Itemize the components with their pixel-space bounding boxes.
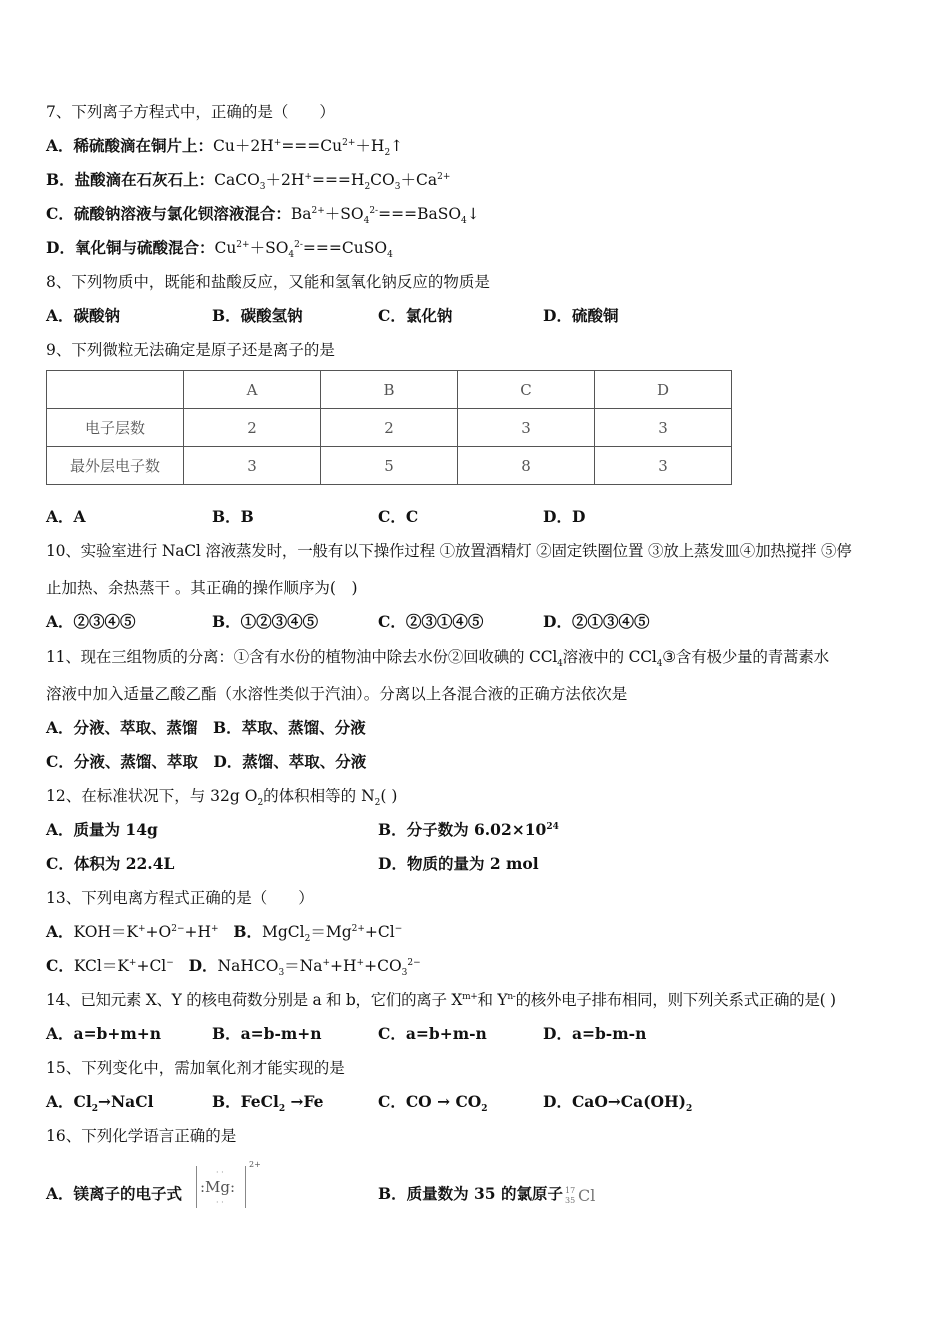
q12-option-d: D．物质的量为 2 mol bbox=[378, 854, 539, 873]
table-header-row bbox=[47, 371, 732, 409]
q13-options-cd: C．KCl＝K++Cl− D．$NaHCO_3=Na^++H^++CO_3^{2-}$ bbox=[46, 956, 421, 979]
q12-stem: 12、在标准状况下，与 32g $O_2$的体积相等的 $N_2$( ) bbox=[46, 787, 398, 809]
q9-table bbox=[46, 370, 732, 485]
q11-options-ab: A．分液、萃取、蒸馏 B．萃取、蒸馏、分液 bbox=[46, 718, 366, 737]
q14-option-d: D．a=b-m-n bbox=[543, 1024, 647, 1043]
q14-stem: 14、已知元素 X、Y 的核电荷数分别是 a 和 b，它们的离子 $X^{m+}$和 $Y^{n-}$的核外电子排布相同，则下列关系式正确的是( ) bbox=[46, 991, 836, 1009]
table-cell: A bbox=[184, 371, 321, 409]
table-cell: 5 bbox=[321, 447, 458, 485]
isotope-symbol: Cl bbox=[578, 1186, 596, 1205]
q9-stem: 9、下列微粒无法确定是原子还是离子的是 bbox=[46, 341, 335, 359]
q8-stem: 8、下列物质中，既能和盐酸反应，又能和氢氧化钠反应的物质是 bbox=[46, 273, 490, 291]
q16-stem: 16、下列化学语言正确的是 bbox=[46, 1127, 237, 1145]
q8-option-b: B．碳酸氢钠 bbox=[212, 306, 303, 325]
q12-option-a: A．质量为 14g bbox=[46, 820, 158, 839]
table-cell: 电子层数 bbox=[47, 409, 184, 447]
table-cell: 3 bbox=[594, 409, 731, 447]
table-cell: 2 bbox=[321, 409, 458, 447]
q9-option-b: B．B bbox=[212, 507, 254, 526]
table-cell: 3 bbox=[184, 447, 321, 485]
q9-option-a: A．A bbox=[46, 507, 86, 526]
q9-option-c: C．C bbox=[378, 507, 419, 526]
table-row bbox=[47, 409, 732, 447]
q11-options-cd: C．分液、蒸馏、萃取 D．蒸馏、萃取、分液 bbox=[46, 752, 367, 771]
q12-option-b: B．分子数为 $6.02\times 10^{24}$ bbox=[378, 820, 559, 839]
q10-stem-line2: 止加热、余热蒸干 。其正确的操作顺序为( ) bbox=[46, 579, 358, 597]
q8-option-c: C．氯化钠 bbox=[378, 306, 453, 325]
q8-option-a: A．碳酸钠 bbox=[46, 306, 121, 325]
isotope-numbers: 17 35 bbox=[565, 1186, 576, 1205]
q7-option-c: C．硫酸钠溶液与氯化钡溶液混合：$Ba^{2+}+SO_4^{2-}===BaSO_4↓$ bbox=[46, 204, 480, 227]
q13-stem: 13、下列电离方程式正确的是（ ） bbox=[46, 889, 314, 907]
q15-option-c: C．CO → $CO_2$ bbox=[378, 1092, 488, 1115]
electron-dots-bottom: · · bbox=[216, 1198, 224, 1207]
electron-dots-top: · · bbox=[216, 1168, 224, 1177]
table-cell: 8 bbox=[457, 447, 594, 485]
mg-electron-formula: :Mg: bbox=[200, 1178, 236, 1196]
q10-option-b: B．①②③④⑤ bbox=[212, 612, 319, 631]
q14-option-a: A．a=b+m+n bbox=[46, 1024, 162, 1043]
q7-option-b: B．盐酸滴在石灰石上：$CaCO_3+2H^+===H_2CO_3+Ca^{2+}$ bbox=[46, 170, 451, 193]
table-row bbox=[47, 447, 732, 485]
q11-stem-line2: 溶液中加入适量乙酸乙酯（水溶性类似于汽油）。分离以上各混合液的正确方法依次是 bbox=[46, 685, 628, 703]
table-cell: 2 bbox=[184, 409, 321, 447]
q14-option-b: B．a=b-m+n bbox=[212, 1024, 322, 1043]
q16-option-a-label: A．镁离子的电子式 bbox=[46, 1184, 183, 1203]
table-cell: C bbox=[457, 371, 594, 409]
mg-ion-charge: 2+ bbox=[249, 1160, 261, 1169]
table-cell: D bbox=[594, 371, 731, 409]
q14-option-c: C．a=b+m-n bbox=[378, 1024, 487, 1043]
q15-stem: 15、下列变化中，需加氧化剂才能实现的是 bbox=[46, 1059, 345, 1077]
table-cell: 3 bbox=[594, 447, 731, 485]
q8-option-d: D．硫酸铜 bbox=[543, 306, 619, 325]
q10-stem-line1: 10、实验室进行 NaCl 溶液蒸发时，一般有以下操作过程 ①放置酒精灯 ②固定铁圈位置 ③放上蒸发皿④加热搅拌 ⑤停 bbox=[46, 542, 852, 560]
q16-option-b-label: B．质量数为 35 的氯原子 bbox=[378, 1184, 563, 1203]
q10-option-c: C．②③①④⑤ bbox=[378, 612, 484, 631]
q9-option-d: D．D bbox=[543, 507, 586, 526]
table-cell: B bbox=[321, 371, 458, 409]
table-cell bbox=[47, 371, 184, 409]
q10-option-a: A．②③④⑤ bbox=[46, 612, 136, 631]
q15-option-d: D．$CaO\to Ca(OH)_2$ bbox=[543, 1092, 693, 1115]
q15-option-a: A．$Cl_2\to NaCl$ bbox=[46, 1092, 154, 1115]
q12-option-c: C．体积为 22.4L bbox=[46, 854, 175, 873]
q7-option-a: A．稀硫酸滴在铜片上：$Cu+2H^+===Cu^{2+}+H_2↑$ bbox=[46, 136, 404, 159]
q10-option-d: D．②①③④⑤ bbox=[543, 612, 650, 631]
q13-options-ab: A．$KOH=K^++O^{2-}+H^+$ B．$MgCl_2=Mg^{2+}+Cl^-$ bbox=[46, 922, 403, 945]
table-cell: 最外层电子数 bbox=[47, 447, 184, 485]
q7-stem: 7、下列离子方程式中，正确的是（ ） bbox=[46, 103, 335, 121]
table-cell: 3 bbox=[457, 409, 594, 447]
q11-stem-line1: 11、现在三组物质的分离：①含有水份的植物油中除去水份②回收碘的 CCl$_4$溶液中的 CCl$_4$③含有极少量的青蒿素水 bbox=[46, 648, 829, 670]
q7-option-d: D．氧化铜与硫酸混合：$Cu^{2+}+SO_4^{2-}===CuSO_4$ bbox=[46, 238, 393, 261]
q15-option-b: B．FeCl$_2$ →Fe bbox=[212, 1092, 324, 1115]
